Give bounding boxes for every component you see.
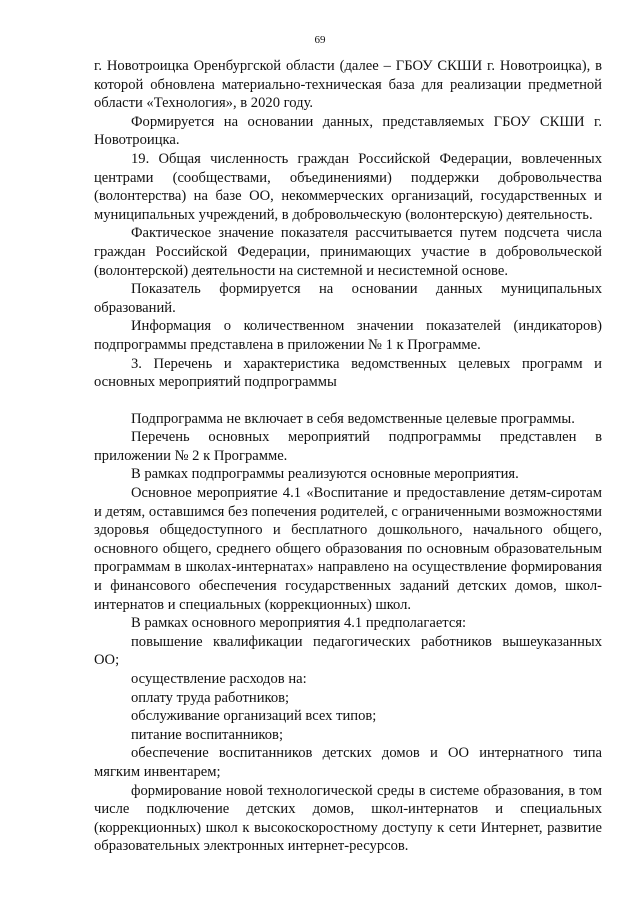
paragraph-7: 3. Перечень и характеристика ведомственных целевых программ и основных мероприятий подпрограммы — [94, 355, 602, 391]
paragraph-13: повышение квалификации педагогических работников вышеуказанных ОО; — [94, 633, 602, 669]
page-number: 69 — [314, 34, 326, 46]
paragraph-5: Показатель формируется на основании данных муниципальных образований. — [94, 281, 602, 316]
paragraph-19: формирование новой технологической среды в системе образования, в том числе подключение детских домов, школ-интернатов и специальных (коррекционных) школ к высокоскоростному доступу к сети Интернет, развитие образовательных электронных интернет-ресурсов. — [94, 782, 602, 855]
paragraph-9: Перечень основных мероприятий подпрограммы представлен в приложении № 2 к Программе. — [94, 429, 602, 464]
paragraph-16: обслуживание организаций всех типов; — [131, 708, 377, 725]
paragraph-10: В рамках подпрограммы реализуются основные мероприятия. — [131, 466, 519, 483]
paragraph-11: Основное мероприятие 4.1 «Воспитание и предоставление детям-сиротам и детям, оставшимся без попечения родителей, с ограниченными возможностями здоровья общедоступного и бесплатного дошкольного, начального общего, основного общего, среднего общего образования по основным образовательным программам в школах-интернатах» направлено на осуществление формирования и финансового обеспечения государственных заданий детских домов, школ-интернатов и специальных (коррекционных) школ. — [94, 485, 602, 613]
document-body — [94, 57, 602, 856]
paragraph-14: осуществление расходов на: — [131, 671, 307, 687]
paragraph-15: оплату труда работников; — [131, 689, 290, 706]
paragraph-1: г. Новотроицка Оренбургской области (далее – ГБОУ СКШИ г. Новотроицка), в которой обновлена материально-техническая база для реализации предметной области «Технология», в 2020 году. — [94, 58, 602, 112]
paragraph-4: Фактическое значение показателя рассчитывается путем подсчета числа граждан Российской Федерации, принимающих участие в добровольческой (волонтерской) деятельности на системной и несистемной основе. — [94, 225, 602, 279]
paragraph-18: обеспечение воспитанников детских домов и ОО интернатного типа мягким инвентарем; — [94, 745, 602, 780]
paragraph-17: питание воспитанников; — [131, 726, 284, 743]
paragraph-12: В рамках основного мероприятия 4.1 предполагается: — [131, 615, 467, 632]
paragraph-3: 19. Общая численность граждан Российской Федерации, вовлеченных центрами (сообществами, объединениями) поддержки добровольчества (волонтерства) на базе ОО, некоммерческих организаций, государственных и муниципальных учреждений, в добровольческую (волонтерскую) деятельность. — [94, 150, 602, 223]
paragraph-6: Информация о количественном значении показателей (индикаторов) подпрограммы представлена в приложении № 1 к Программе. — [94, 318, 602, 353]
paragraph-8: Подпрограмма не включает в себя ведомственные целевые программы. — [131, 410, 575, 427]
paragraph-2: Формируется на основании данных, представляемых ГБОУ СКШИ г. Новотроицка. — [94, 113, 602, 149]
